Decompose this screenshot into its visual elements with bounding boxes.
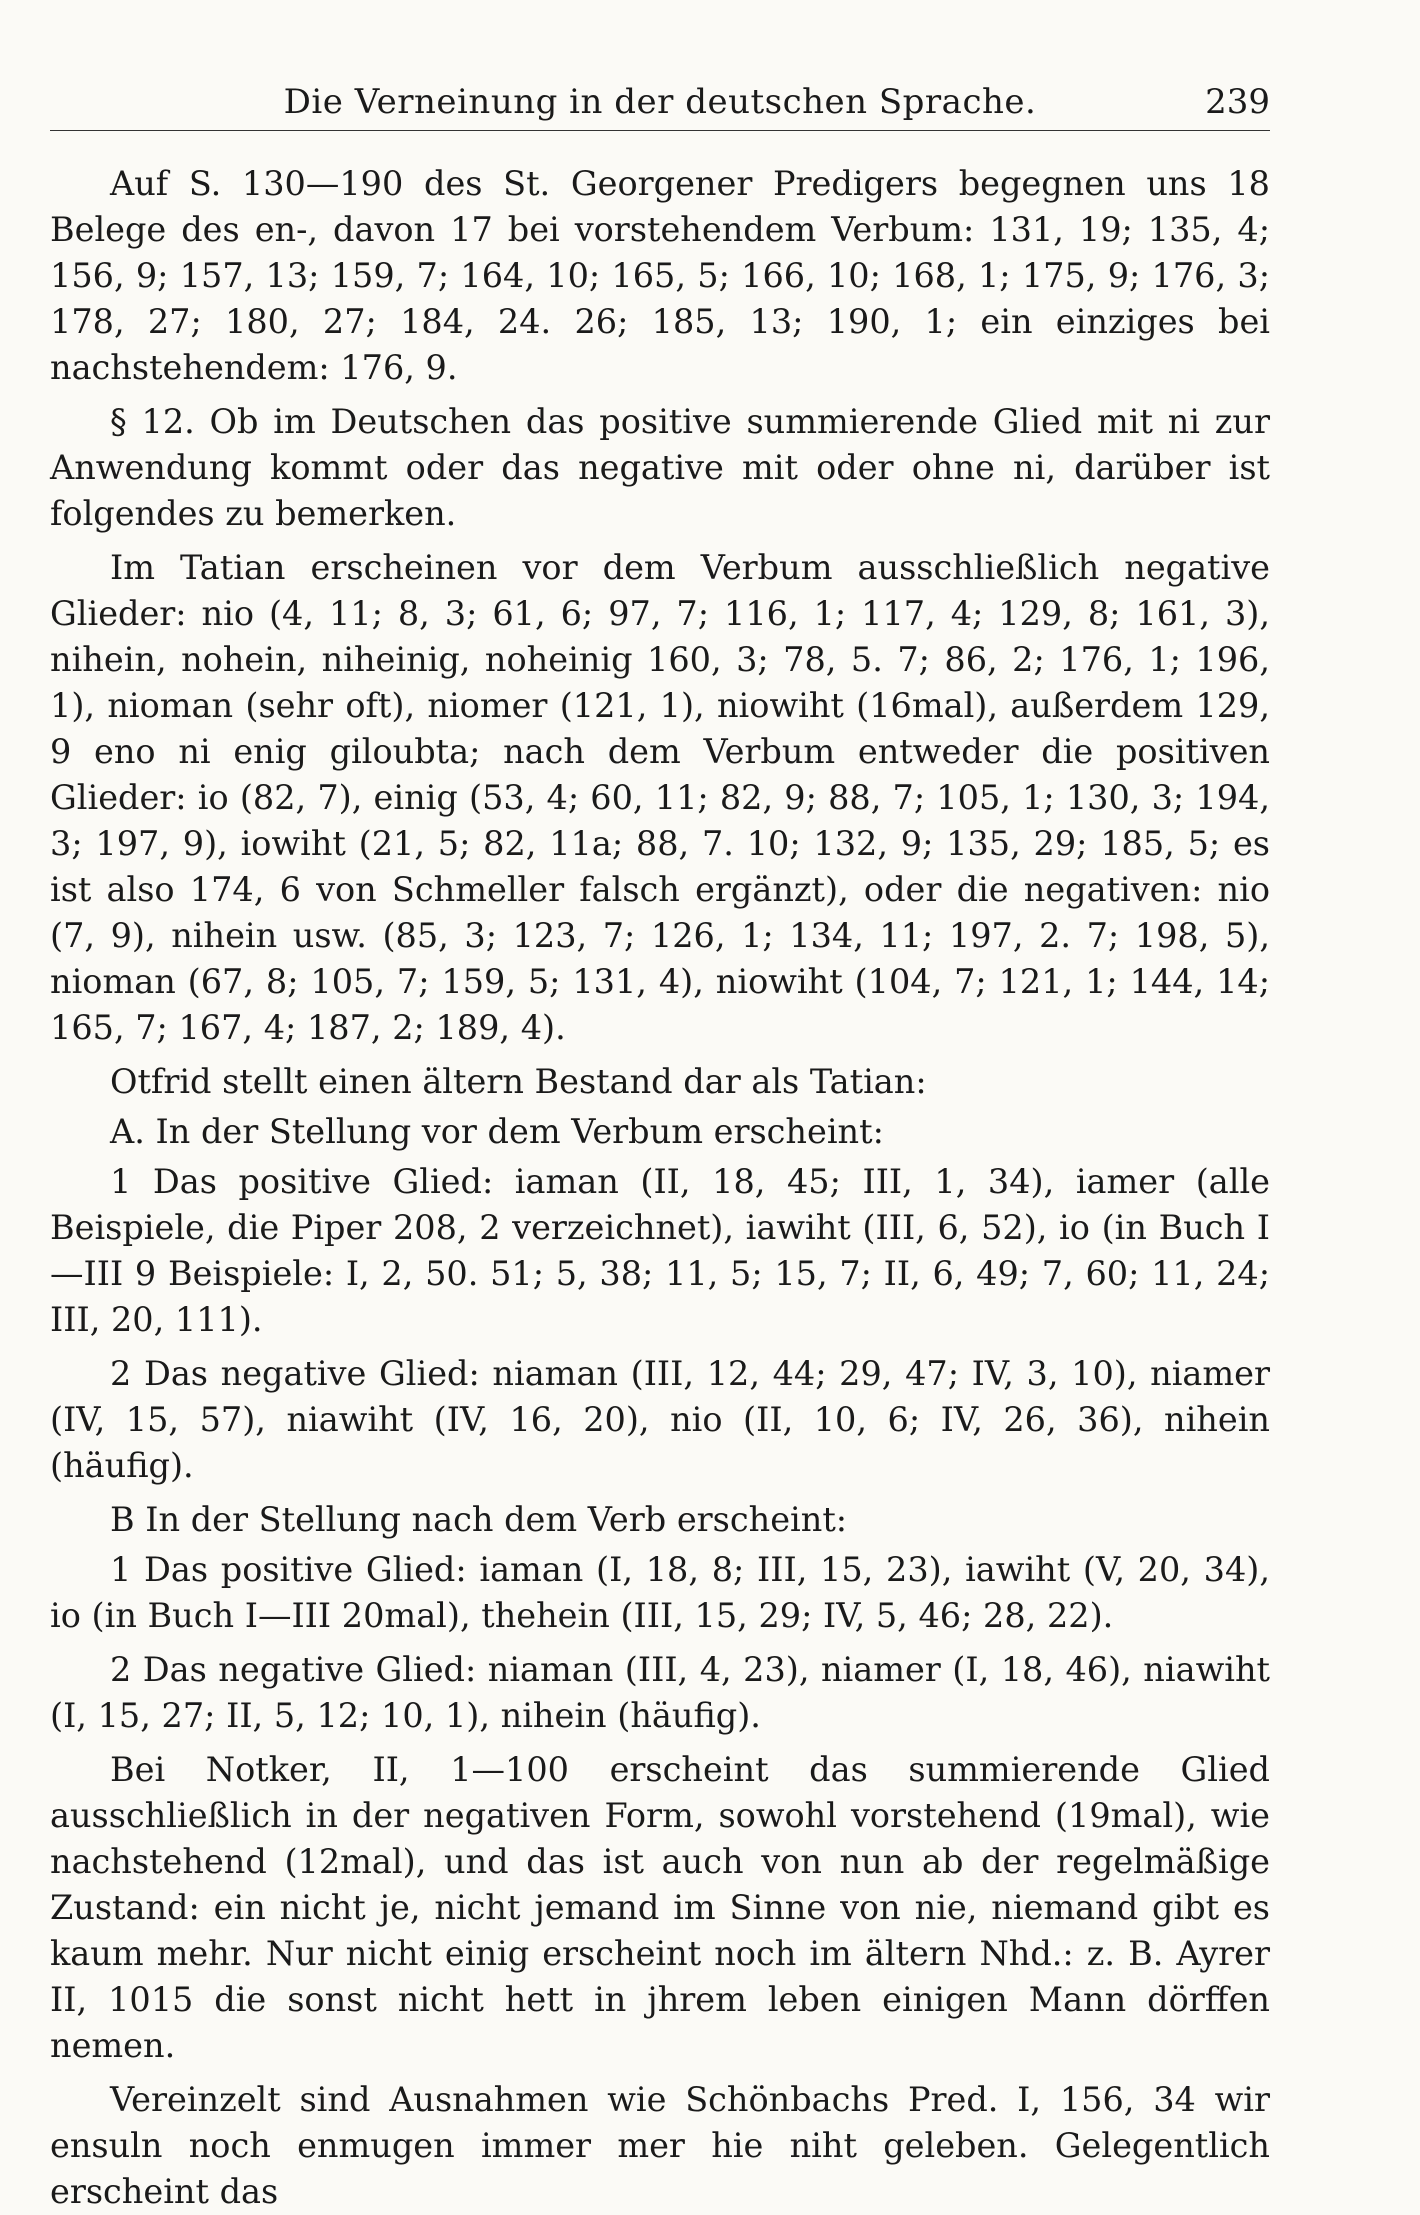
item-a2-negative: 2 Das negative Glied: niaman (III, 12, 44; 29, 47; IV, 3, 10), niamer (IV, 15, 57), niawiht (IV, 16, 20), nio (II, 10, 6; IV, 26, 36), nihein (häufig). bbox=[50, 1354, 1270, 1485]
running-header bbox=[50, 70, 1270, 131]
paragraph-notker: Bei Notker, II, 1—100 erscheint das summierende Glied ausschließlich in der negativen Form, sowohl vorstehend (19mal), wie nachstehend (12mal), und das ist auch von nun ab der regelmäßige Zustand: ein nicht je, nicht jemand im Sinne von nie, niemand gibt es kaum mehr. Nur nicht einig erscheint noch im ältern Nhd.: z. B. Ayrer II, 1015 die sonst nicht hett in jhrem leben einigen Mann dörffen nemen. bbox=[50, 1750, 1270, 2065]
page-number: 239 bbox=[1205, 82, 1270, 122]
paragraph-georgener: Auf S. 130—190 des St. Georgener Predigers begegnen uns 18 Belege des en-, davon 17 bei vorstehendem Verbum: 131, 19; 135, 4; 156, 9; 157, 13; 159, 7; 164, 10; 165, 5; 166, 10; 168, 1; 175, 9; 176, 3; 178, 27; 180, 27; 184, 24. 26; 185, 13; 190, 1; ein einziges bei nachstehendem: 176, 9. bbox=[50, 164, 1270, 387]
item-b2-negative: 2 Das negative Glied: niaman (III, 4, 23), niamer (I, 18, 46), niawiht (I, 15, 27; II, 5, 12; 10, 1), nihein (häufig). bbox=[50, 1650, 1270, 1735]
item-b1-positive: 1 Das positive Glied: iaman (I, 18, 8; III, 15, 23), iawiht (V, 20, 34), io (in Buch I—III 20mal), thehein (III, 15, 29; IV, 5, 46; 28, 22). bbox=[50, 1550, 1270, 1635]
paragraph-tatian: Im Tatian erscheinen vor dem Verbum ausschließlich negative Glieder: nio (4, 11; 8, 3; 61, 6; 97, 7; 116, 1; 117, 4; 129, 8; 161, 3), nihein, nohein, niheinig, noheinig 160, 3; 78, 5. 7; 86, 2; 176, 1; 196, 1), nioman (sehr oft), niomer (121, 1), niowiht (16mal), außerdem 129, 9 eno ni enig giloubta; nach dem Verbum entweder die positiven Glieder: io (82, 7), einig (53, 4; 60, 11; 82, 9; 88, 7; 105, 1; 130, 3; 194, 3; 197, 9), iowiht (21, 5; 82, 11a; 88, 7. 10; 132, 9; 135, 29; 185, 5; es ist also 174, 6 von Schmeller falsch ergänzt), oder die negativen: nio (7, 9), nihein usw. (85, 3; 123, 7; 126, 1; 134, 11; 197, 2. 7; 198, 5), nioman (67, 8; 105, 7; 159, 5; 131, 4), niowiht (104, 7; 121, 1; 144, 14; 165, 7; 167, 4; 187, 2; 189, 4). bbox=[50, 548, 1270, 1047]
paragraph-otfrid: Otfrid stellt einen ältern Bestand dar als Tatian: bbox=[110, 1062, 927, 1101]
heading-b-nach-verb: B In der Stellung nach dem Verb erscheint: bbox=[110, 1500, 848, 1539]
item-a1-positive: 1 Das positive Glied: iaman (II, 18, 45; III, 1, 34), iamer (alle Beispiele, die Piper 208, 2 verzeichnet), iawiht (III, 6, 52), io (in Buch I—III 9 Beispiele: I, 2, 50. 51; 5, 38; 11, 5; 15, 7; II, 6, 49; 7, 60; 11, 24; III, 20, 111). bbox=[50, 1162, 1270, 1339]
paragraph-ausnahmen: Vereinzelt sind Ausnahmen wie Schönbachs Pred. I, 156, 34 wir ensuln noch enmugen immer mer hie niht geleben. Gelegentlich erscheint das bbox=[50, 2080, 1270, 2211]
running-title: Die Verneinung in der deutschen Sprache. bbox=[283, 82, 1037, 122]
heading-a-vor-verbum: A. In der Stellung vor dem Verbum erscheint: bbox=[110, 1112, 884, 1151]
body-text bbox=[50, 161, 1270, 2215]
paragraph-section-12: § 12. Ob im Deutschen das positive summierende Glied mit ni zur Anwendung kommt oder das negative mit oder ohne ni, darüber ist folgendes zu bemerken. bbox=[50, 402, 1270, 533]
